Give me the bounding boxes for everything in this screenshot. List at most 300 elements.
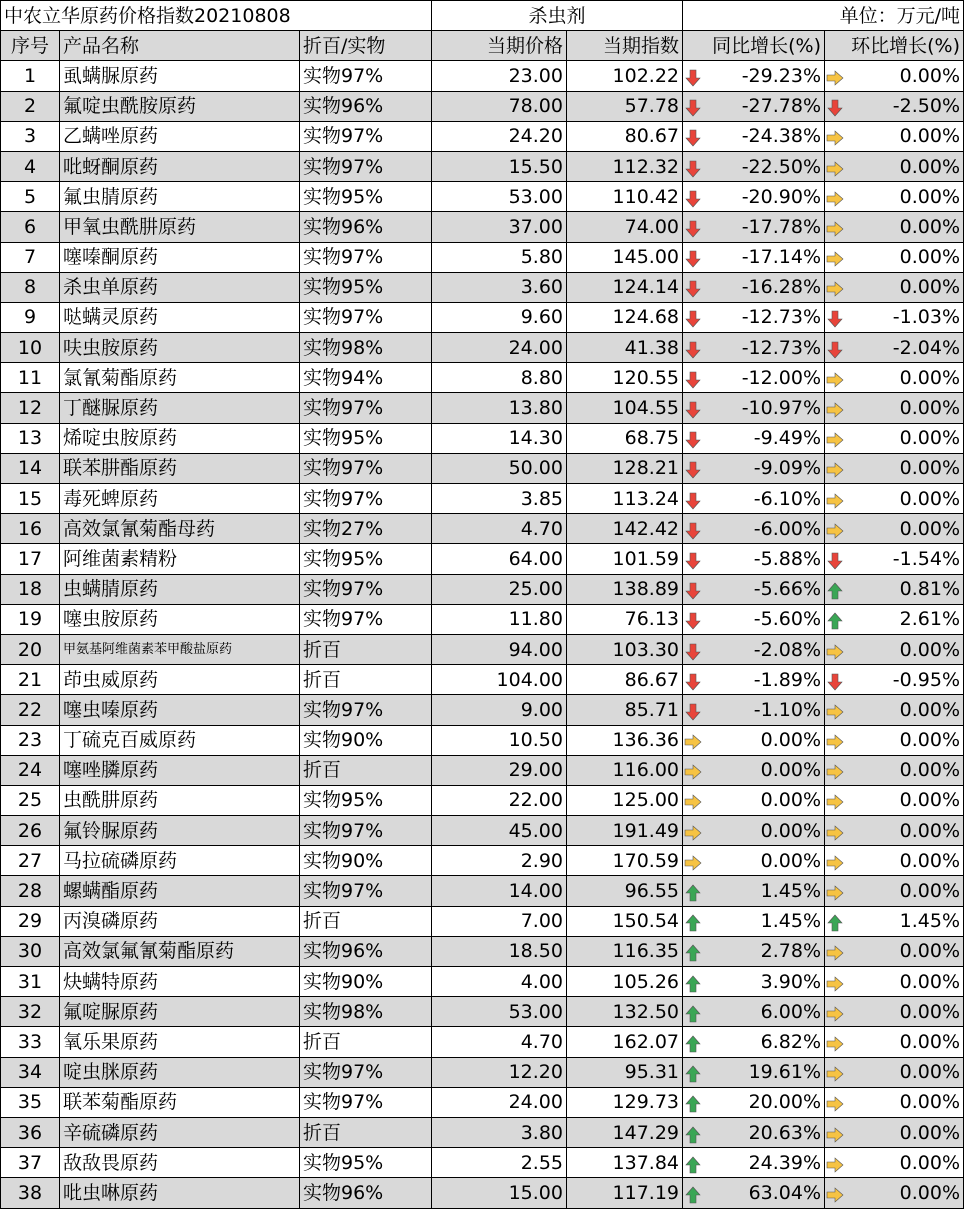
header-mom: 环比增长(%) — [825, 31, 964, 61]
product-spec: 实物95% — [300, 1148, 432, 1178]
mom-cell — [825, 997, 964, 1027]
mom-value: 0.00% — [899, 1000, 961, 1023]
yoy-cell — [683, 816, 825, 846]
row-no: 28 — [1, 876, 60, 906]
product-name: 呋虫胺原药 — [60, 333, 300, 363]
up-arrow-icon — [684, 942, 702, 960]
current-index: 142.42 — [567, 514, 683, 544]
current-index: 113.24 — [567, 484, 683, 514]
product-name: 氧乐果原药 — [60, 1027, 300, 1057]
table-row — [1, 363, 964, 393]
row-no: 30 — [1, 936, 60, 966]
product-name: 辛硫磷原药 — [60, 1117, 300, 1147]
current-index: 147.29 — [567, 1117, 683, 1147]
mom-value: 0.00% — [899, 729, 961, 752]
current-index: 80.67 — [567, 121, 683, 151]
product-spec: 实物90% — [300, 846, 432, 876]
table-row — [1, 1087, 964, 1117]
current-index: 85.71 — [567, 695, 683, 725]
product-name: 甲氨基阿维菌素苯甲酸盐原药 — [60, 634, 300, 664]
product-name: 丙溴磷原药 — [60, 906, 300, 936]
down-arrow-icon — [684, 580, 702, 598]
down-arrow-icon — [684, 308, 702, 326]
mom-cell — [825, 604, 964, 634]
current-price: 9.60 — [432, 302, 567, 332]
down-arrow-icon — [684, 701, 702, 719]
current-price: 25.00 — [432, 574, 567, 604]
mom-cell — [825, 695, 964, 725]
product-name: 吡虫啉原药 — [60, 1178, 300, 1208]
table-row — [1, 333, 964, 363]
right-arrow-icon — [826, 67, 844, 85]
product-spec: 折百 — [300, 1117, 432, 1147]
current-index: 138.89 — [567, 574, 683, 604]
yoy-cell — [683, 665, 825, 695]
table-row — [1, 544, 964, 574]
row-no: 19 — [1, 604, 60, 634]
table-row — [1, 212, 964, 242]
product-spec: 实物96% — [300, 91, 432, 121]
mom-cell — [825, 91, 964, 121]
product-spec: 实物97% — [300, 453, 432, 483]
product-spec: 折百 — [300, 665, 432, 695]
product-name: 噻嗪酮原药 — [60, 242, 300, 272]
mom-value: 0.00% — [899, 880, 961, 903]
table-row — [1, 61, 964, 91]
yoy-value: -17.78% — [741, 215, 822, 238]
mom-cell — [825, 574, 964, 604]
row-no: 33 — [1, 1027, 60, 1057]
current-index: 129.73 — [567, 1087, 683, 1117]
right-arrow-icon — [826, 490, 844, 508]
header-no: 序号 — [1, 31, 60, 61]
down-arrow-icon — [684, 67, 702, 85]
current-price: 13.80 — [432, 393, 567, 423]
right-arrow-icon — [826, 248, 844, 266]
right-arrow-icon — [826, 701, 844, 719]
yoy-cell — [683, 453, 825, 483]
row-no: 24 — [1, 755, 60, 785]
current-price: 22.00 — [432, 785, 567, 815]
yoy-value: 1.45% — [760, 910, 822, 933]
current-index: 76.13 — [567, 604, 683, 634]
mom-value: 0.00% — [899, 1181, 961, 1204]
right-arrow-icon — [684, 822, 702, 840]
current-index: 145.00 — [567, 242, 683, 272]
product-spec: 折百 — [300, 634, 432, 664]
mom-cell — [825, 453, 964, 483]
table-row — [1, 1148, 964, 1178]
product-spec: 实物90% — [300, 967, 432, 997]
table-row — [1, 725, 964, 755]
yoy-value: -12.00% — [741, 366, 822, 389]
mom-cell — [825, 1117, 964, 1147]
yoy-value: 0.00% — [760, 729, 822, 752]
yoy-cell — [683, 121, 825, 151]
yoy-value: 6.82% — [760, 1030, 822, 1053]
mom-value: 0.00% — [899, 366, 961, 389]
row-no: 38 — [1, 1178, 60, 1208]
product-name: 丁硫克百威原药 — [60, 725, 300, 755]
product-spec: 实物97% — [300, 242, 432, 272]
table-row — [1, 906, 964, 936]
mom-cell — [825, 665, 964, 695]
mom-cell — [825, 755, 964, 785]
yoy-cell — [683, 272, 825, 302]
mom-value: 0.00% — [899, 457, 961, 480]
mom-value: 1.45% — [899, 910, 961, 933]
table-row — [1, 574, 964, 604]
current-index: 57.78 — [567, 91, 683, 121]
table-row — [1, 755, 964, 785]
down-arrow-icon — [684, 248, 702, 266]
right-arrow-icon — [684, 852, 702, 870]
yoy-value: -17.14% — [741, 246, 822, 269]
product-name: 啶虫脒原药 — [60, 1057, 300, 1087]
right-arrow-icon — [826, 1003, 844, 1021]
product-name: 虱螨脲原药 — [60, 61, 300, 91]
row-no: 6 — [1, 212, 60, 242]
down-arrow-icon — [684, 610, 702, 628]
mom-value: 2.61% — [899, 608, 961, 631]
table-row — [1, 1178, 964, 1208]
yoy-cell — [683, 785, 825, 815]
current-index: 191.49 — [567, 816, 683, 846]
mom-value: 0.00% — [899, 215, 961, 238]
yoy-cell — [683, 876, 825, 906]
yoy-value: 63.04% — [748, 1181, 822, 1204]
mom-value: 0.00% — [899, 155, 961, 178]
mom-value: 0.00% — [899, 64, 961, 87]
mom-cell — [825, 906, 964, 936]
product-spec: 实物95% — [300, 423, 432, 453]
product-name: 高效氯氰菊酯母药 — [60, 514, 300, 544]
yoy-value: 20.63% — [748, 1121, 822, 1144]
current-index: 110.42 — [567, 182, 683, 212]
header-price: 当期价格 — [432, 31, 567, 61]
product-name: 甲氧虫酰肼原药 — [60, 212, 300, 242]
current-price: 50.00 — [432, 453, 567, 483]
report-title: 中农立华原药价格指数20210808 — [1, 1, 432, 31]
product-spec: 实物97% — [300, 61, 432, 91]
yoy-value: 19.61% — [748, 1061, 822, 1084]
yoy-cell — [683, 997, 825, 1027]
current-price: 14.30 — [432, 423, 567, 453]
mom-cell — [825, 936, 964, 966]
mom-value: 0.00% — [899, 185, 961, 208]
product-spec: 实物97% — [300, 484, 432, 514]
product-spec: 实物97% — [300, 393, 432, 423]
right-arrow-icon — [826, 1033, 844, 1051]
table-row — [1, 785, 964, 815]
mom-cell — [825, 1087, 964, 1117]
yoy-value: -27.78% — [741, 95, 822, 118]
down-arrow-icon — [684, 520, 702, 538]
current-price: 4.70 — [432, 1027, 567, 1057]
current-price: 104.00 — [432, 665, 567, 695]
yoy-value: 3.90% — [760, 970, 822, 993]
up-arrow-icon — [684, 1124, 702, 1142]
product-name: 螺螨酯原药 — [60, 876, 300, 906]
row-no: 23 — [1, 725, 60, 755]
current-index: 124.68 — [567, 302, 683, 332]
row-no: 20 — [1, 634, 60, 664]
product-spec: 折百 — [300, 1027, 432, 1057]
current-price: 4.00 — [432, 967, 567, 997]
product-spec: 实物96% — [300, 212, 432, 242]
table-row — [1, 1117, 964, 1147]
current-index: 96.55 — [567, 876, 683, 906]
table-row — [1, 393, 964, 423]
product-name: 哒螨灵原药 — [60, 302, 300, 332]
yoy-value: -1.89% — [753, 668, 822, 691]
mom-cell — [825, 151, 964, 181]
up-arrow-icon — [826, 912, 844, 930]
product-name: 氟铃脲原药 — [60, 816, 300, 846]
product-spec: 实物96% — [300, 1178, 432, 1208]
right-arrow-icon — [826, 520, 844, 538]
table-row — [1, 423, 964, 453]
right-arrow-icon — [826, 369, 844, 387]
mom-value: 0.00% — [899, 849, 961, 872]
right-arrow-icon — [684, 761, 702, 779]
yoy-cell — [683, 604, 825, 634]
product-name: 氯氰菊酯原药 — [60, 363, 300, 393]
current-price: 37.00 — [432, 212, 567, 242]
current-price: 10.50 — [432, 725, 567, 755]
mom-cell — [825, 242, 964, 272]
yoy-cell — [683, 1057, 825, 1087]
current-index: 116.00 — [567, 755, 683, 785]
row-no: 36 — [1, 1117, 60, 1147]
yoy-cell — [683, 423, 825, 453]
yoy-value: -16.28% — [741, 276, 822, 299]
product-spec: 实物97% — [300, 816, 432, 846]
right-arrow-icon — [684, 791, 702, 809]
yoy-value: -29.23% — [741, 64, 822, 87]
current-price: 9.00 — [432, 695, 567, 725]
current-price: 53.00 — [432, 182, 567, 212]
mom-cell — [825, 1057, 964, 1087]
down-arrow-icon — [684, 218, 702, 236]
row-no: 18 — [1, 574, 60, 604]
right-arrow-icon — [826, 791, 844, 809]
header-spec: 折百/实物 — [300, 31, 432, 61]
product-spec: 实物95% — [300, 182, 432, 212]
current-price: 7.00 — [432, 906, 567, 936]
up-arrow-icon — [826, 610, 844, 628]
row-no: 15 — [1, 484, 60, 514]
row-no: 32 — [1, 997, 60, 1027]
yoy-cell — [683, 393, 825, 423]
up-arrow-icon — [684, 882, 702, 900]
row-no: 26 — [1, 816, 60, 846]
unit-label: 单位：万元/吨 — [683, 1, 964, 31]
right-arrow-icon — [826, 188, 844, 206]
current-index: 101.59 — [567, 544, 683, 574]
product-spec: 实物95% — [300, 272, 432, 302]
yoy-cell — [683, 212, 825, 242]
row-no: 34 — [1, 1057, 60, 1087]
product-name: 噻虫嗪原药 — [60, 695, 300, 725]
mom-value: 0.00% — [899, 397, 961, 420]
yoy-cell — [683, 544, 825, 574]
product-name: 高效氯氟氰菊酯原药 — [60, 936, 300, 966]
table-row — [1, 272, 964, 302]
yoy-value: 0.00% — [760, 819, 822, 842]
mom-cell — [825, 544, 964, 574]
right-arrow-icon — [826, 278, 844, 296]
row-no: 16 — [1, 514, 60, 544]
current-price: 12.20 — [432, 1057, 567, 1087]
down-arrow-icon — [684, 490, 702, 508]
table-row — [1, 876, 964, 906]
mom-value: 0.00% — [899, 1030, 961, 1053]
yoy-cell — [683, 936, 825, 966]
current-index: 41.38 — [567, 333, 683, 363]
yoy-cell — [683, 725, 825, 755]
mom-value: 0.00% — [899, 789, 961, 812]
right-arrow-icon — [826, 641, 844, 659]
down-arrow-icon — [684, 429, 702, 447]
mom-value: -0.95% — [892, 668, 961, 691]
current-price: 29.00 — [432, 755, 567, 785]
title-row — [1, 1, 964, 31]
mom-value: 0.00% — [899, 276, 961, 299]
down-arrow-icon — [684, 671, 702, 689]
yoy-value: -5.60% — [753, 608, 822, 631]
yoy-value: 0.00% — [760, 759, 822, 782]
mom-cell — [825, 302, 964, 332]
table-row — [1, 302, 964, 332]
product-spec: 折百 — [300, 906, 432, 936]
mom-cell — [825, 423, 964, 453]
current-index: 102.22 — [567, 61, 683, 91]
current-price: 3.80 — [432, 1117, 567, 1147]
down-arrow-icon — [684, 550, 702, 568]
mom-cell — [825, 1027, 964, 1057]
product-spec: 实物98% — [300, 333, 432, 363]
yoy-cell — [683, 61, 825, 91]
table-row — [1, 121, 964, 151]
current-price: 15.00 — [432, 1178, 567, 1208]
current-index: 150.54 — [567, 906, 683, 936]
product-spec: 实物97% — [300, 876, 432, 906]
product-name: 杀虫单原药 — [60, 272, 300, 302]
yoy-value: -12.73% — [741, 306, 822, 329]
current-price: 18.50 — [432, 936, 567, 966]
current-index: 117.19 — [567, 1178, 683, 1208]
table-row — [1, 91, 964, 121]
yoy-cell — [683, 91, 825, 121]
table-row — [1, 936, 964, 966]
current-index: 86.67 — [567, 665, 683, 695]
current-index: 116.35 — [567, 936, 683, 966]
mom-cell — [825, 634, 964, 664]
product-name: 氟啶虫酰胺原药 — [60, 91, 300, 121]
mom-value: -2.04% — [892, 336, 961, 359]
yoy-value: 1.45% — [760, 880, 822, 903]
table-row — [1, 846, 964, 876]
yoy-cell — [683, 333, 825, 363]
mom-value: 0.00% — [899, 246, 961, 269]
current-index: 132.50 — [567, 997, 683, 1027]
product-name: 虫螨腈原药 — [60, 574, 300, 604]
down-arrow-icon — [684, 459, 702, 477]
current-price: 78.00 — [432, 91, 567, 121]
row-no: 17 — [1, 544, 60, 574]
table-row — [1, 484, 964, 514]
current-index: 137.84 — [567, 1148, 683, 1178]
mom-value: 0.00% — [899, 698, 961, 721]
current-price: 45.00 — [432, 816, 567, 846]
table-row — [1, 604, 964, 634]
row-no: 25 — [1, 785, 60, 815]
yoy-cell — [683, 242, 825, 272]
row-no: 10 — [1, 333, 60, 363]
current-index: 162.07 — [567, 1027, 683, 1057]
right-arrow-icon — [826, 429, 844, 447]
table-row — [1, 816, 964, 846]
product-spec: 实物97% — [300, 121, 432, 151]
yoy-cell — [683, 484, 825, 514]
yoy-value: 0.00% — [760, 789, 822, 812]
yoy-cell — [683, 182, 825, 212]
yoy-value: 24.39% — [748, 1151, 822, 1174]
yoy-value: -24.38% — [741, 125, 822, 148]
current-index: 95.31 — [567, 1057, 683, 1087]
mom-cell — [825, 484, 964, 514]
mom-cell — [825, 182, 964, 212]
mom-value: 0.00% — [899, 940, 961, 963]
table-row — [1, 151, 964, 181]
yoy-value: 20.00% — [748, 1091, 822, 1114]
product-name: 乙螨唑原药 — [60, 121, 300, 151]
yoy-cell — [683, 574, 825, 604]
current-index: 112.32 — [567, 151, 683, 181]
yoy-cell — [683, 695, 825, 725]
product-spec: 实物97% — [300, 574, 432, 604]
row-no: 8 — [1, 272, 60, 302]
right-arrow-icon — [826, 1063, 844, 1081]
mom-value: 0.00% — [899, 819, 961, 842]
down-arrow-icon — [684, 339, 702, 357]
table-row — [1, 997, 964, 1027]
mom-cell — [825, 212, 964, 242]
yoy-value: -9.09% — [753, 457, 822, 480]
mom-cell — [825, 61, 964, 91]
current-price: 24.20 — [432, 121, 567, 151]
row-no: 37 — [1, 1148, 60, 1178]
product-name: 氟啶脲原药 — [60, 997, 300, 1027]
yoy-cell — [683, 1117, 825, 1147]
current-index: 68.75 — [567, 423, 683, 453]
header-index: 当期指数 — [567, 31, 683, 61]
current-price: 23.00 — [432, 61, 567, 91]
right-arrow-icon — [826, 158, 844, 176]
mom-value: 0.00% — [899, 427, 961, 450]
mom-value: 0.00% — [899, 1151, 961, 1174]
product-spec: 实物97% — [300, 1087, 432, 1117]
table-row — [1, 182, 964, 212]
mom-value: 0.81% — [899, 578, 961, 601]
right-arrow-icon — [826, 127, 844, 145]
right-arrow-icon — [826, 761, 844, 779]
right-arrow-icon — [826, 731, 844, 749]
right-arrow-icon — [826, 822, 844, 840]
product-name: 敌敌畏原药 — [60, 1148, 300, 1178]
mom-cell — [825, 816, 964, 846]
